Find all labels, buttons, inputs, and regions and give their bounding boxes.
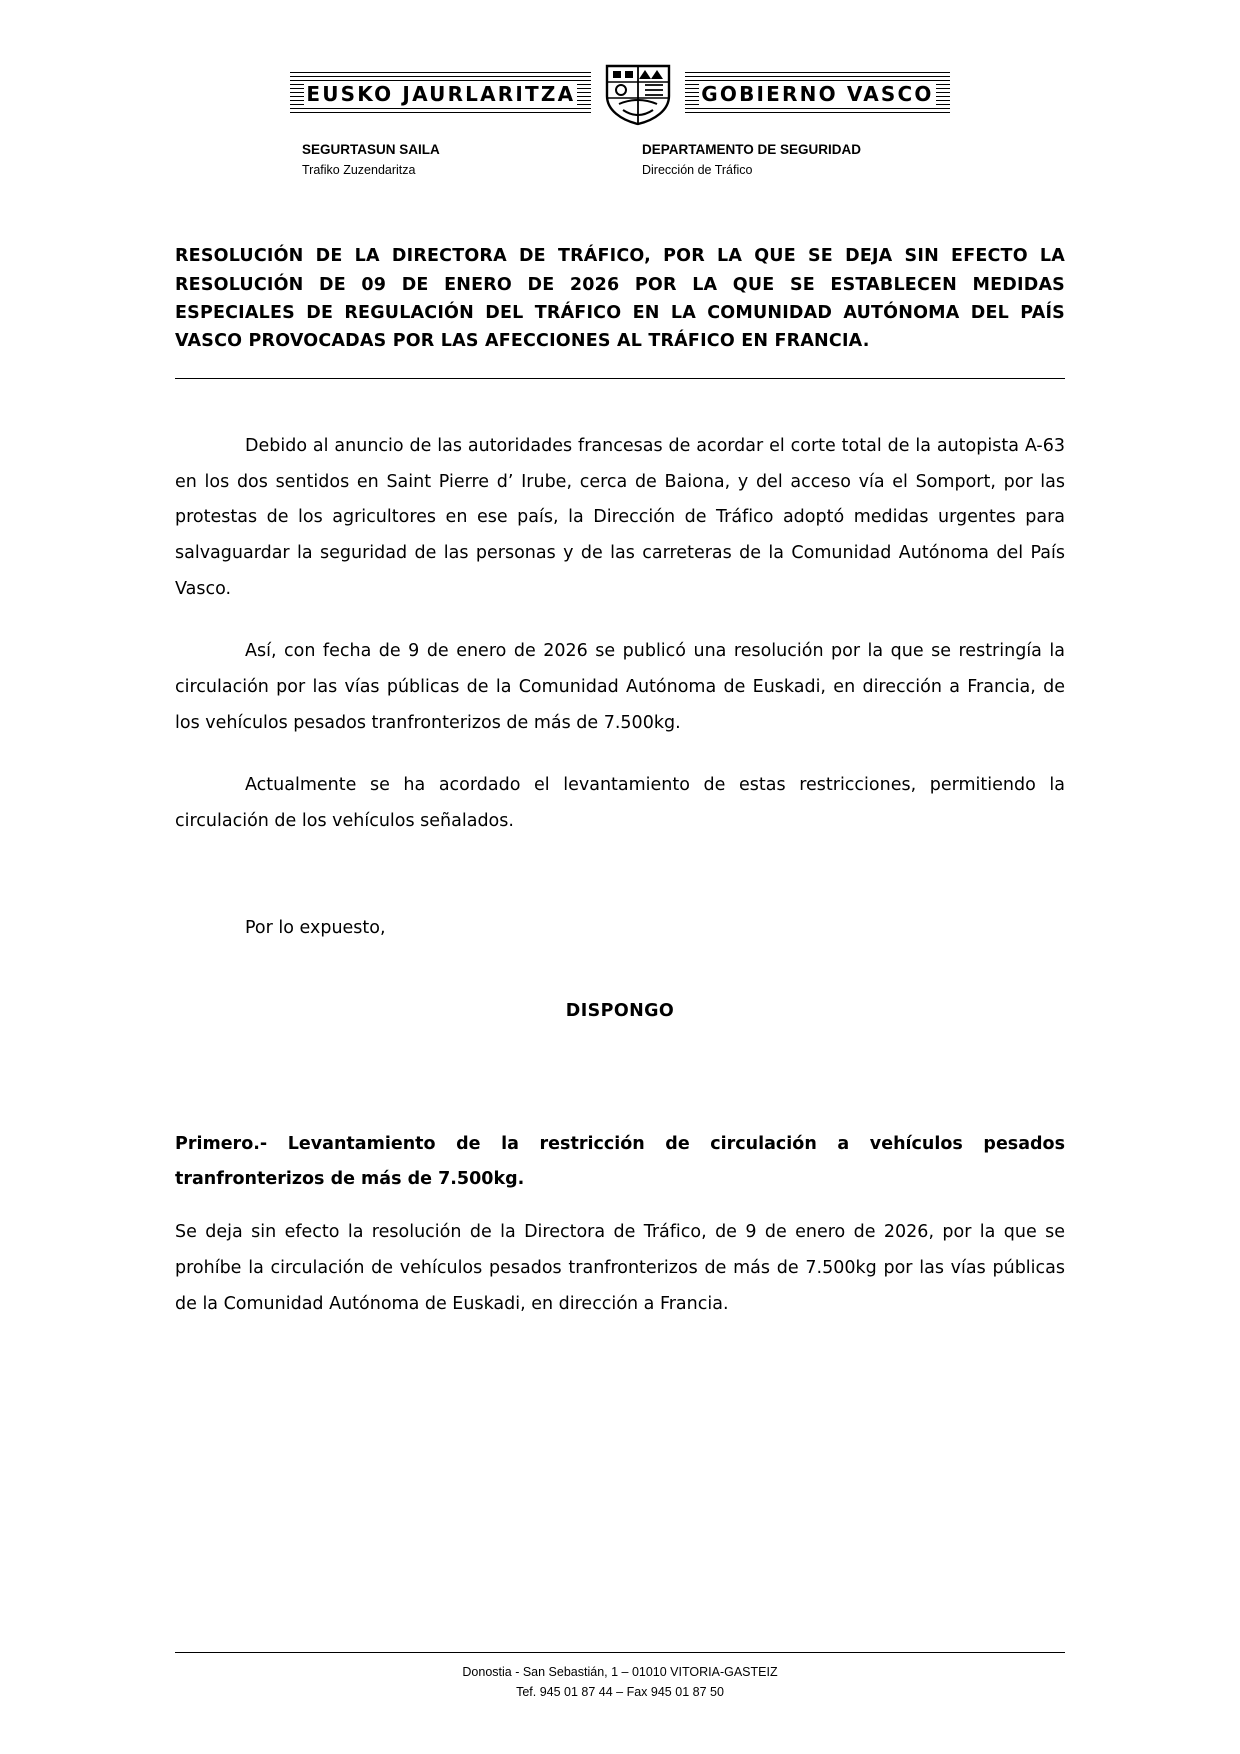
letterhead-spanish-text: [685, 72, 949, 116]
paragraph-background: Debido al anuncio de las autoridades francesas de acordar el corte total de la autopista A-63 en los dos sentidos en Saint Pierre d’ Irube, cerca de Baiona, y del acceso vía el Somport, por las protestas de los agricultores en ese país, la Dirección de Tráfico adoptó medidas urgentes para salvaguardar la seguridad de las personas y de las carreteras de la Comunidad Autónoma del País Vasco.: [175, 435, 1065, 600]
letterhead-basque-label: EUSKO JAURLARITZA: [306, 82, 576, 106]
letterhead: [0, 62, 1240, 126]
section-first-heading: Primero.- Levantamiento de la restricción de circulación a vehículos pesados tranfronterizos de más de 7.500kg.: [175, 1134, 1065, 1190]
dispongo-heading: DISPONGO: [565, 1001, 675, 1022]
paragraph-lifting-restrictions: Actualmente se ha acordado el levantamiento de estas restricciones, permitiendo la circulación de los vehículos señalados.: [175, 774, 1065, 831]
department-spanish-subtitle: Dirección de Tráfico: [642, 163, 753, 178]
basque-government-coat-of-arms-icon: [601, 62, 675, 126]
paragraph-por-lo-expuesto: Por lo expuesto,: [245, 918, 386, 939]
document-body: [175, 180, 1065, 1323]
letterhead-band: [290, 62, 949, 126]
letterhead-spanish-label: GOBIERNO VASCO: [701, 82, 934, 106]
department-spanish-title: DEPARTAMENTO DE SEGURIDAD: [642, 142, 862, 157]
department-basque-subtitle: Trafiko Zuzendaritza: [302, 163, 416, 178]
document-footer: [0, 1652, 1240, 1702]
department-block: [0, 140, 1240, 180]
paragraph-spacer: [175, 865, 1065, 911]
department-basque: [290, 140, 620, 180]
section-first-body: Se deja sin efecto la resolución de la Directora de Tráfico, de 9 de enero de 2026, por la que se prohíbe la circulación de vehículos pesados tranfronterizos de más de 7.500kg por las vías públicas de la Comunidad Autónoma de Euskadi, en dirección a Francia.: [175, 1222, 1065, 1314]
paragraph-previous-resolution: Así, con fecha de 9 de enero de 2026 se publicó una resolución por la que se restringía la circulación por las vías públicas de la Comunidad Autónoma de Euskadi, en dirección a Francia, de los vehículos pesados tranfronterizos de más de 7.500kg.: [175, 641, 1065, 733]
letterhead-basque-text: [290, 72, 591, 116]
document-header: [0, 0, 1240, 180]
footer-contact: Tef. 945 01 87 44 – Fax 945 01 87 50: [516, 1684, 724, 1699]
page-title: RESOLUCIÓN DE LA DIRECTORA DE TRÁFICO, POR LA QUE SE DEJA SIN EFECTO LA RESOLUCIÓN DE 09 DE ENERO DE 2026 POR LA QUE SE ESTABLECEN MEDIDAS ESPECIALES DE REGULACIÓN DEL TRÁFICO EN LA COMUNIDAD AUTÓNOMA DEL PAÍS VASCO PROVOCADAS POR LAS AFECCIONES AL TRÁFICO EN FRANCIA.: [175, 246, 1065, 352]
footer-divider: [175, 1652, 1065, 1653]
department-basque-title: SEGURTASUN SAILA: [302, 142, 440, 157]
title-divider: [175, 378, 1065, 379]
department-spanish: [620, 140, 950, 180]
footer-address: Donostia - San Sebastián, 1 – 01010 VITORIA-GASTEIZ: [462, 1665, 778, 1680]
